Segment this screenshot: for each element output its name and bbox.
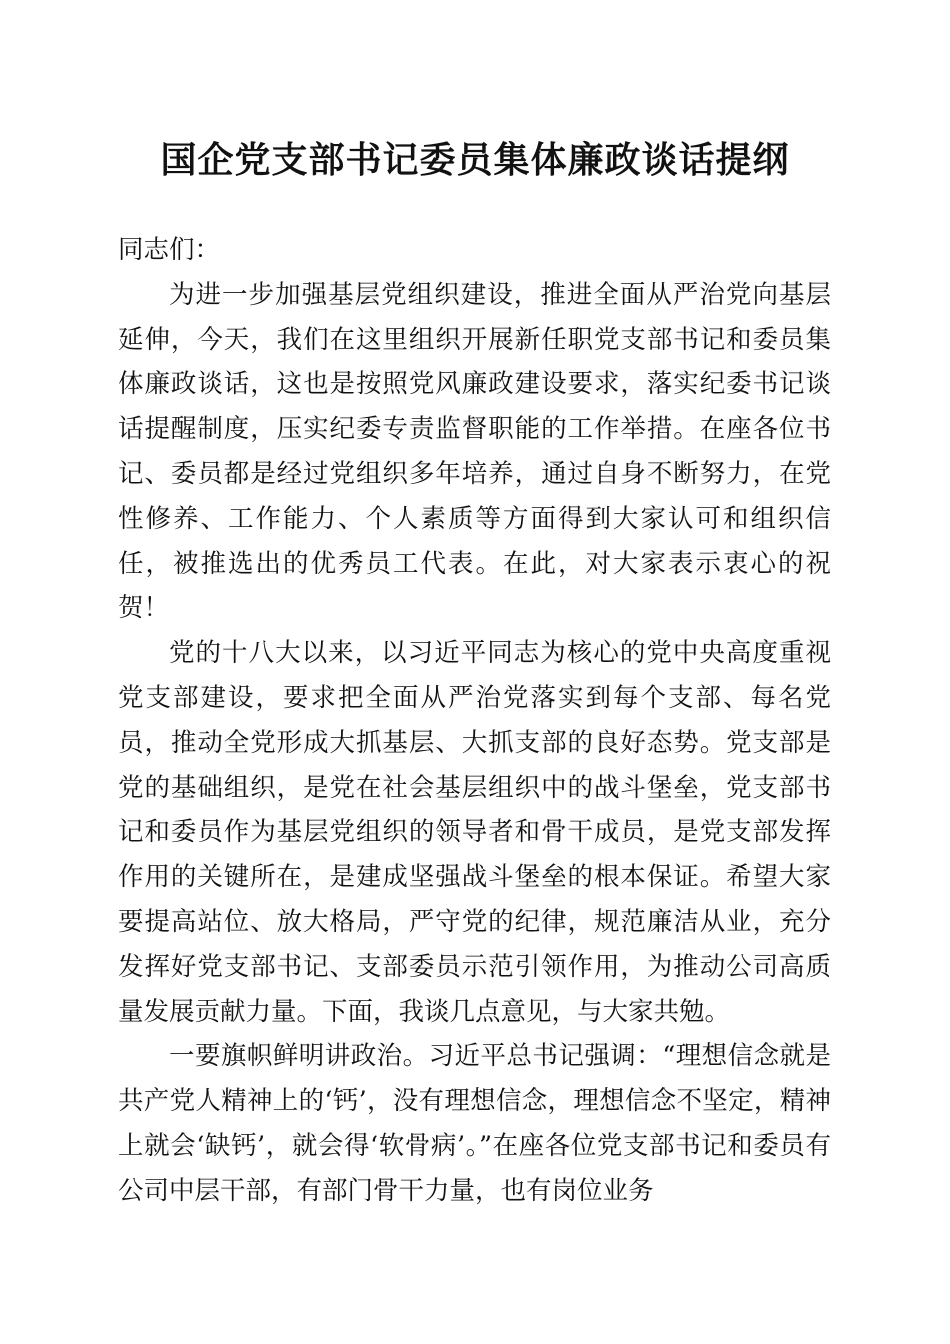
paragraph-background: 党的十八大以来，以习近平同志为核心的党中央高度重视党支部建设，要求把全面从严治党落实到每个支部、每名党员，推动全党形成大抓基层、大抓支部的良好态势。党支部是党的基础组织，是党在社会基层组织中的战斗堡垒，党支部书记和委员作为基层党组织的领导者和骨干成员，是党支部发挥作用的关键所在，是建成坚强战斗堡垒的根本保证。希望大家要提高站位、放大格局，严守党的纪律，规范廉洁从业，充分发挥好党支部书记、支部委员示范引领作用，为推动公司高质量发展贡献力量。下面，我谈几点意见，与大家共勉。 xyxy=(118,638,831,1027)
greeting: 同志们： xyxy=(118,235,221,265)
document-body xyxy=(118,228,831,1214)
document-title: 国企党支部书记委员集体廉政谈话提纲 xyxy=(160,139,790,181)
paragraph-point-one: 一要旗帜鲜明讲政治。习近平总书记强调：“理想信念就是共产党人精神上的‘钙’，没有理想信念，理想信念不坚定，精神上就会‘缺钙’，就会得‘软骨病’。”在座各位党支部书记和委员有公司中层干部，有部门骨干力量，也有岗位业务 xyxy=(118,1041,831,1206)
paragraph-intro: 为进一步加强基层党组织建设，推进全面从严治党向基层延伸，今天，我们在这里组织开展新任职党支部书记和委员集体廉政谈话，这也是按照党风廉政建设要求，落实纪委书记谈话提醒制度，压实纪委专责监督职能的工作举措。在座各位书记、委员都是经过党组织多年培养，通过自身不断努力，在党性修养、工作能力、个人素质等方面得到大家认可和组织信任，被推选出的优秀员工代表。在此，对大家表示衷心的祝贺！ xyxy=(118,279,831,624)
